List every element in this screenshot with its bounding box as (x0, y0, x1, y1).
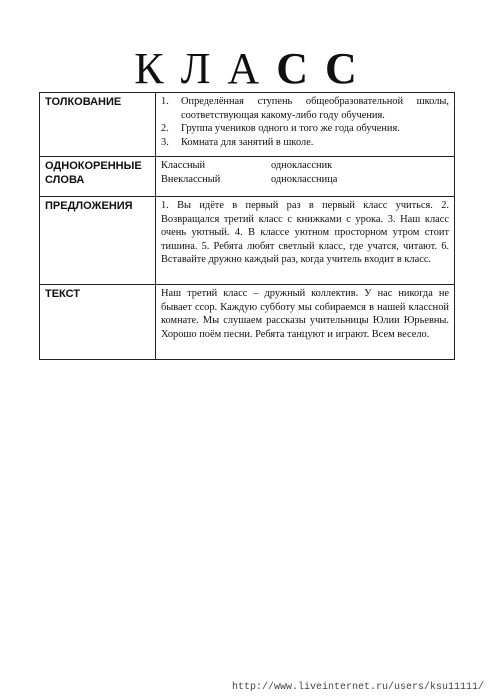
page-title-regular: К Л А (134, 44, 277, 93)
definition-text: Группа учеников одного и того же года обучения. (181, 123, 400, 134)
heading-related-words: ОДНОКОРЕННЫЕ СЛОВА (40, 157, 156, 197)
definition-item (161, 122, 449, 136)
related-word: Классный (161, 160, 206, 171)
definition-item (161, 136, 449, 150)
table-row-text (40, 285, 455, 360)
sentences-text: 1. Вы идёте в первый раз в первый класс учиться. 2. Возвращался третий класс с книжками с урока. 3. Наш класс очень уютный. 4. В классе уютном просторном утром стоит тишина. 5. Ребята любят светлый класс, где учатся, читают. 6. Вставайте дружно каждый раз, когда учитель входит в класс. (156, 197, 455, 285)
related-words-pair (161, 159, 449, 173)
word-table (39, 92, 455, 360)
related-word: одноклассник (271, 160, 333, 171)
related-words-cell (156, 157, 455, 197)
definition-text: Комната для занятий в школе. (181, 136, 314, 148)
table-row-sentences (40, 197, 455, 285)
definition-cell (156, 93, 455, 157)
definition-text: Определённая ступень общеобразовательной школы, соответствующая какому-либо году обучения. (181, 96, 449, 121)
page-title-bold: С С (276, 44, 360, 93)
page-title (0, 44, 494, 94)
related-word: Внеклассный (161, 173, 221, 185)
definition-number: 3. (161, 136, 169, 148)
watermark-url: http://www.liveinternet.ru/users/ksu11111/ (231, 682, 484, 693)
definition-list (161, 95, 449, 149)
definition-item (161, 95, 449, 122)
related-word: одноклассница (271, 173, 338, 185)
heading-sentences: ПРЕДЛОЖЕНИЯ (40, 197, 156, 285)
related-words-pair (161, 173, 449, 187)
definition-number: 1. (161, 96, 169, 107)
definition-number: 2. (161, 123, 169, 134)
heading-text: ТЕКСТ (40, 285, 156, 360)
heading-definition: ТОЛКОВАНИЕ (40, 93, 156, 157)
table-row-definition (40, 93, 455, 157)
table-row-related-words (40, 157, 455, 197)
story-text: Наш третий класс – дружный коллектив. У нас никогда не бывает ссор. Каждую субботу мы собираемся в нашей классной комнате. Мы слушаем рассказы учительницы Юлии Юрьевны. Хорошо поём песни. Ребята танцуют и играют. Всем весело. (156, 285, 455, 360)
